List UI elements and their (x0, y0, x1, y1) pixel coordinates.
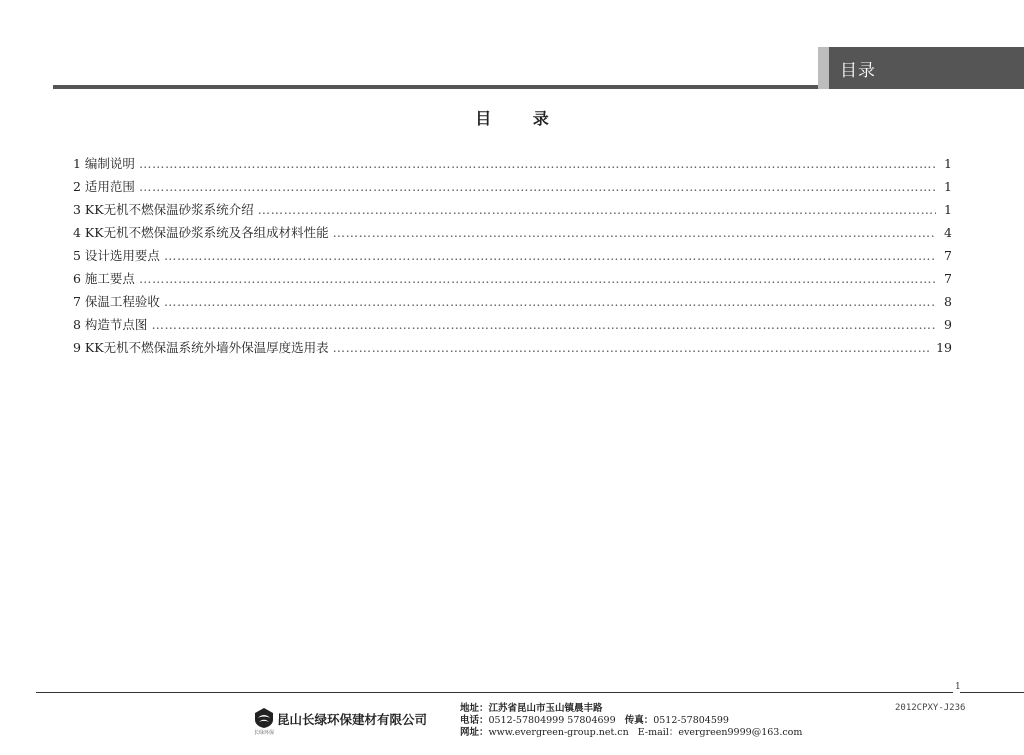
header-tab (818, 47, 1024, 89)
phone-line (460, 715, 802, 727)
toc-item-title: 9 KK无机不燃保温系统外墙外保温厚度选用表 (73, 340, 329, 355)
toc-item-page: 1 (944, 156, 952, 171)
header-rule (53, 85, 819, 89)
web-label: 网址： (460, 727, 489, 738)
toc-item-page: 7 (944, 271, 952, 286)
toc-item-page: 1 (944, 202, 952, 217)
toc-item-title: 8 构造节点图 (73, 317, 148, 332)
fax-label: 传真： (624, 715, 654, 726)
toc-item[interactable] (73, 313, 952, 336)
web-line (460, 727, 802, 739)
logo-caption: 长绿环保 (254, 730, 275, 736)
table-of-contents (73, 152, 952, 359)
toc-leader (164, 290, 936, 313)
toc-item-page: 8 (944, 294, 952, 309)
toc-leader (333, 336, 932, 359)
toc-leader (139, 175, 936, 198)
footer-rule-right (960, 692, 1024, 693)
phone-label: 电话： (460, 715, 489, 726)
toc-item-page: 19 (936, 340, 952, 355)
toc-item-title: 2 适用范围 (73, 179, 135, 194)
toc-item[interactable] (73, 198, 952, 221)
page-title: 目 录 (475, 109, 567, 128)
contact-info (460, 703, 802, 739)
toc-item-page: 4 (944, 225, 952, 240)
toc-item[interactable] (73, 267, 952, 290)
header-tab-label: 目录 (840, 61, 876, 81)
address-value: 江苏省昆山市玉山镇晨丰路 (488, 703, 603, 714)
toc-leader (151, 313, 936, 336)
company-logo-icon (254, 707, 274, 729)
email-value[interactable]: evergreen9999@163.com (678, 727, 803, 738)
toc-item-title: 1 编制说明 (73, 156, 135, 171)
toc-leader (139, 267, 936, 290)
toc-item[interactable] (73, 152, 952, 175)
toc-item-title: 6 施工要点 (73, 271, 135, 286)
toc-item[interactable] (73, 175, 952, 198)
toc-item-title: 3 KK无机不燃保温砂浆系统介绍 (73, 202, 254, 217)
toc-item[interactable] (73, 290, 952, 313)
toc-item-title: 5 设计选用要点 (73, 248, 160, 263)
document-code: 2012CPXY-J236 (895, 703, 966, 713)
toc-leader (333, 221, 936, 244)
company-name: 昆山长绿环保建材有限公司 (277, 712, 428, 727)
toc-item-title: 7 保温工程验收 (73, 294, 160, 309)
footer-rule (36, 692, 953, 693)
toc-item[interactable] (73, 244, 952, 267)
page-number: 1 (955, 682, 961, 692)
toc-item-page: 1 (944, 179, 952, 194)
toc-item[interactable] (73, 221, 952, 244)
fax-value: 0512-57804599 (653, 715, 729, 726)
web-value[interactable]: www.evergreen-group.net.cn (488, 727, 629, 738)
toc-item-title: 4 KK无机不燃保温砂浆系统及各组成材料性能 (73, 225, 329, 240)
toc-item-page: 7 (944, 248, 952, 263)
phone-value: 0512-57804999 57804699 (488, 715, 616, 726)
toc-leader (164, 244, 936, 267)
header-tab-accent (818, 47, 829, 89)
toc-item[interactable] (73, 336, 952, 359)
toc-item-page: 9 (944, 317, 952, 332)
toc-leader (258, 198, 936, 221)
address-label: 地址： (460, 703, 489, 714)
email-label: E-mail： (637, 727, 679, 738)
address-line (460, 703, 802, 715)
toc-leader (139, 152, 936, 175)
